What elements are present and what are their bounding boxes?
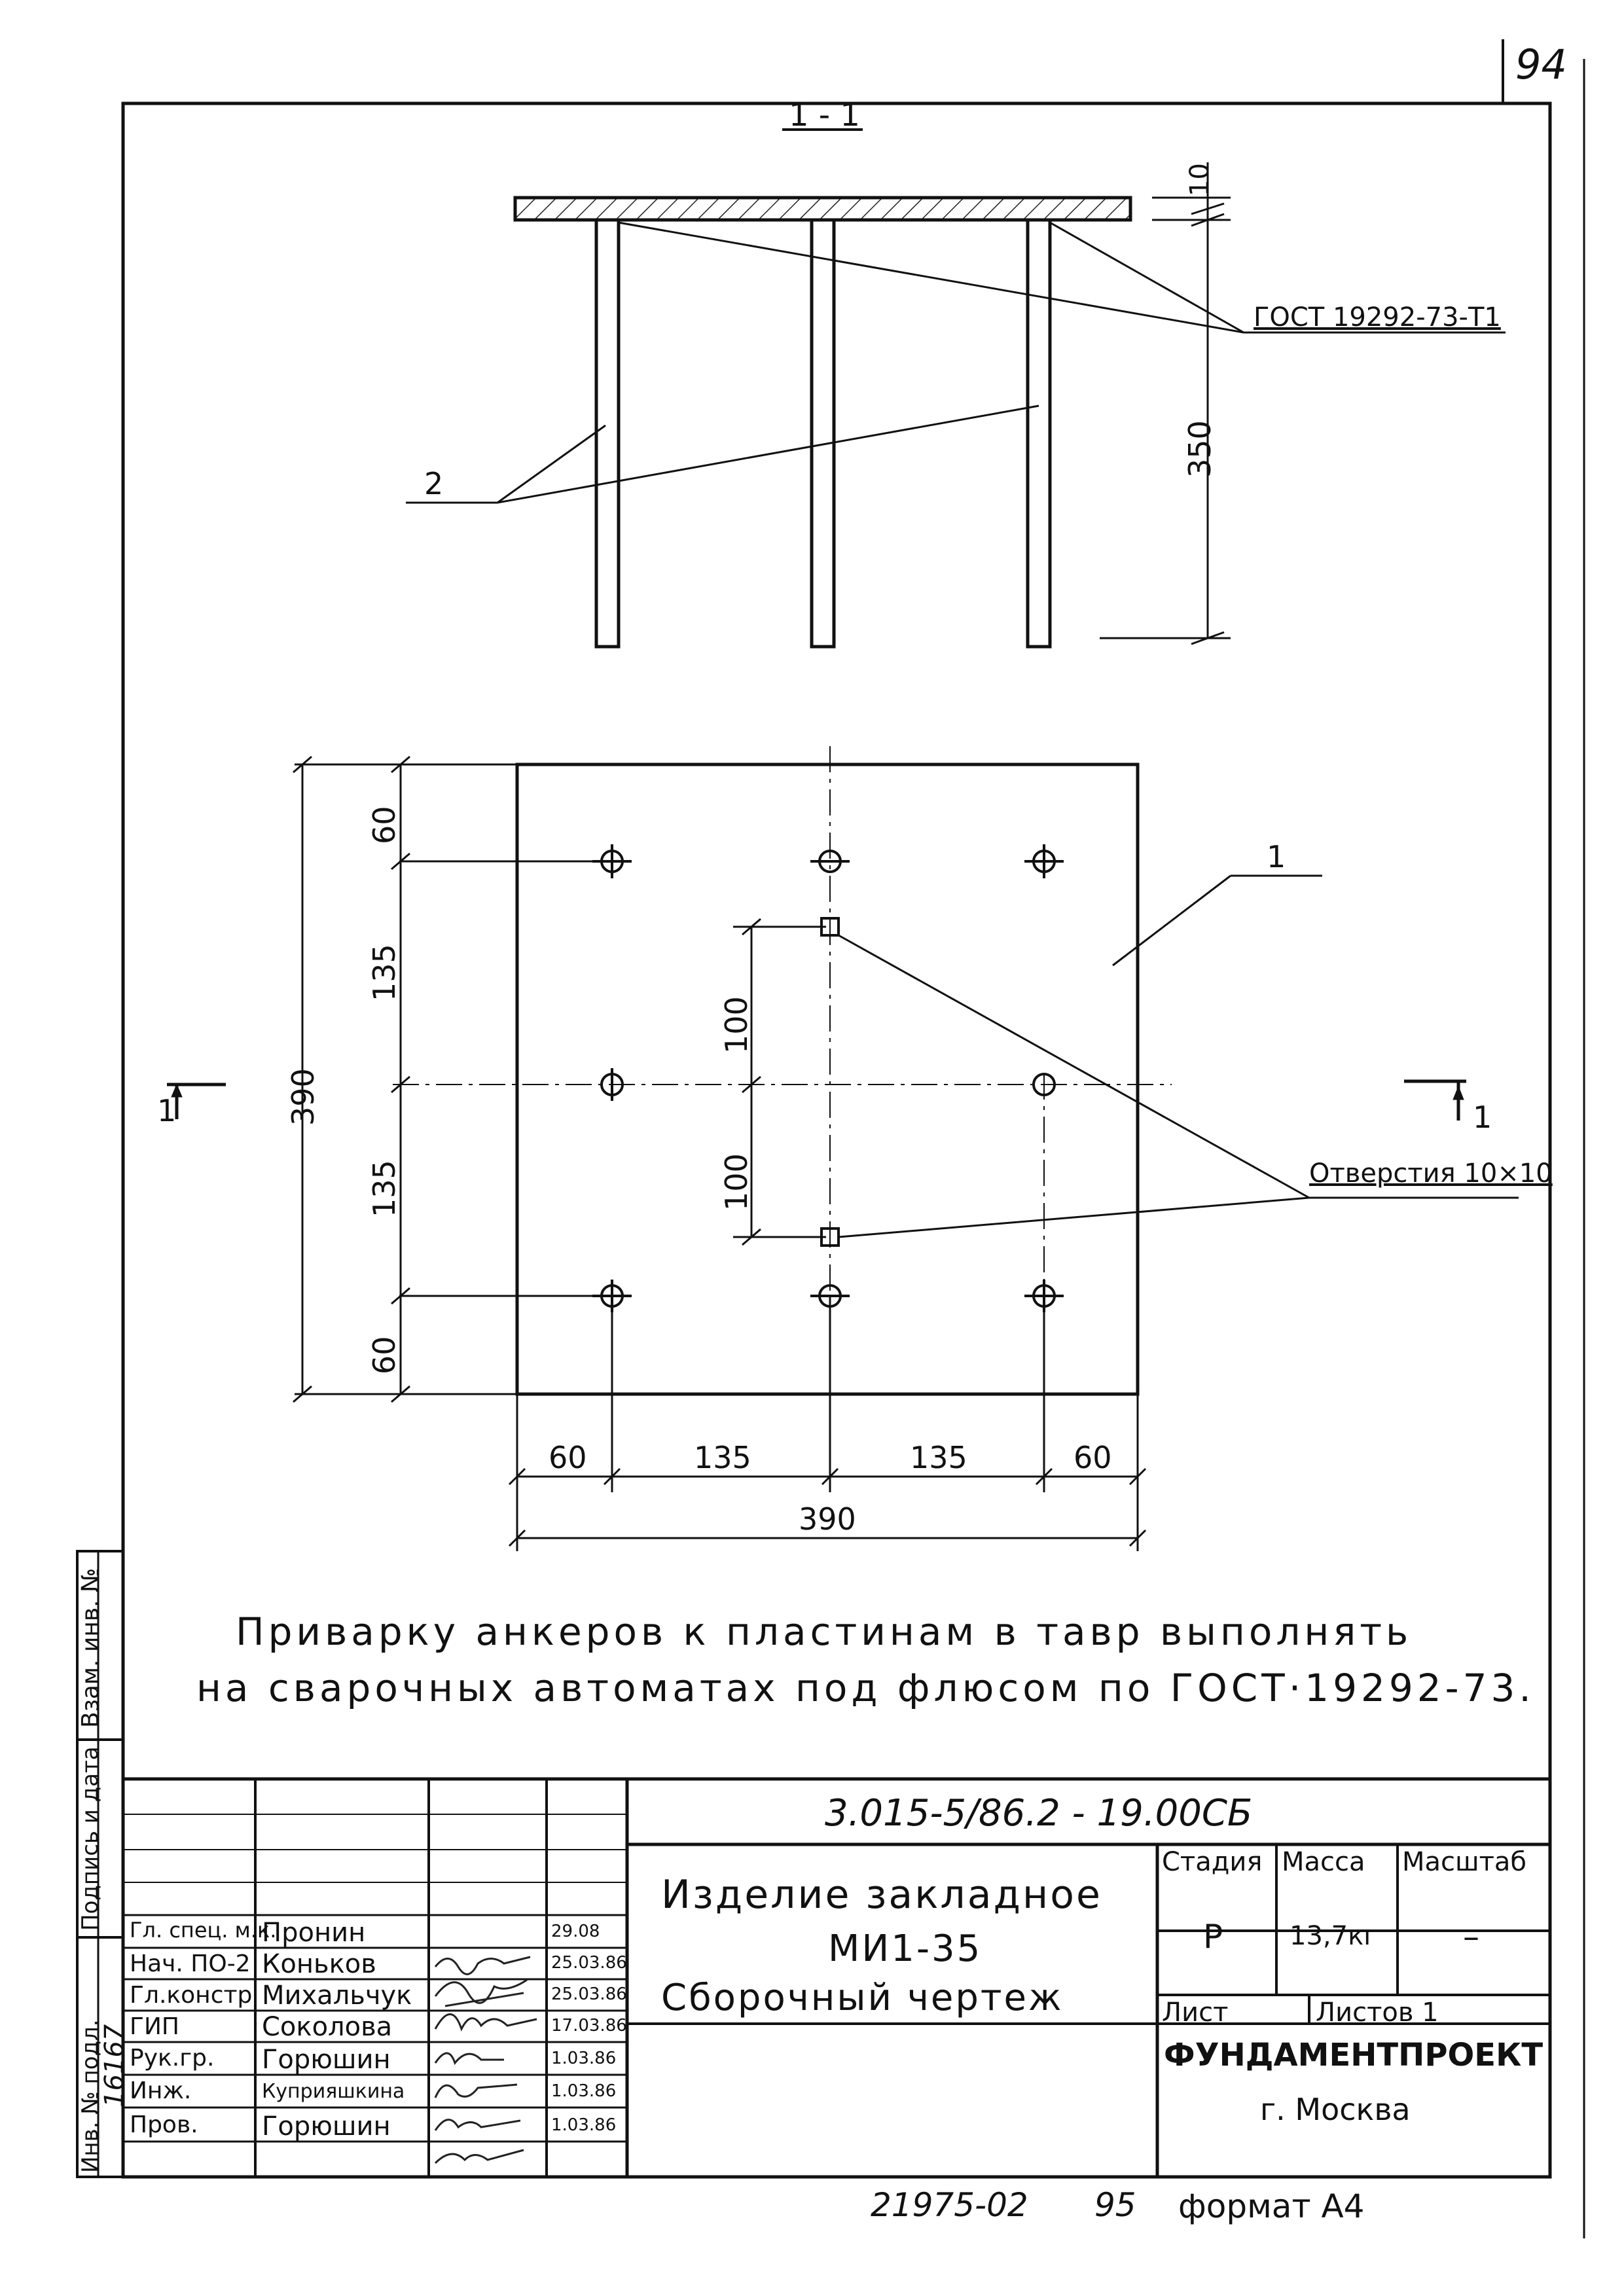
format-label: формат А4 (1178, 2187, 1365, 2225)
plate-position-label: 1 (1267, 839, 1286, 874)
scale-header: Масштаб (1402, 1847, 1527, 1877)
dim-plate-thickness: 10 (1185, 163, 1215, 196)
name-goryushin: Горюшин (262, 2045, 391, 2075)
plate-section (515, 198, 1130, 220)
role-gip: ГИП (130, 2013, 179, 2040)
weld-callout: ГОСТ 19292-73-Т1 (1254, 302, 1501, 332)
drawing-type: Сборочный чертеж (661, 1977, 1064, 2019)
stage-value: Р (1203, 1918, 1223, 1956)
cut-mark-right-label: 1 (1473, 1100, 1492, 1135)
holes-callout: Отверстия 10×10 (1309, 1158, 1553, 1189)
dim-anchor-length: 350 (1182, 420, 1218, 478)
section-dimensions (1100, 162, 1231, 644)
product-title: Изделие закладное (661, 1872, 1102, 1918)
stamp-podpis-data: Подпись и дата (77, 1746, 103, 1931)
weld-leaders (406, 223, 1506, 503)
scale-value: – (1463, 1918, 1479, 1956)
page-number: 94 (1515, 41, 1567, 88)
date-sokolova: 17.03.86 (551, 2016, 627, 2036)
stamp-inv-number: 16167 (99, 2024, 130, 2108)
order-number: 21975-02 (871, 2186, 1028, 2224)
role-gl-konstr: Гл.констр (130, 1982, 253, 2009)
dim-overall-horizontal: 390 (799, 1501, 856, 1537)
mass-header: Масса (1282, 1847, 1365, 1877)
dim-holes-top: 100 (719, 996, 754, 1054)
dim-horizontal-135-left: 135 (694, 1440, 751, 1475)
role-prov: Пров. (130, 2111, 198, 2138)
dim-vertical-60-top: 60 (367, 806, 402, 844)
cut-mark-left-label: 1 (157, 1093, 177, 1128)
anchor-position-label: 2 (424, 466, 444, 501)
stamp-inv-podl: Инв. № подл. (77, 2019, 103, 2173)
dim-vertical-60-bottom: 60 (367, 1336, 402, 1374)
stamp-vzam-inv: Взам. инв. № (77, 1568, 104, 1728)
handwritten-signatures (435, 1957, 537, 2163)
name-goryushin-prov: Горюшин (262, 2111, 391, 2142)
sheets-label: Листов 1 (1316, 1998, 1439, 2028)
dim-holes-bottom: 100 (719, 1153, 754, 1211)
footer-page: 95 (1094, 2186, 1136, 2224)
anchor-bar-left (596, 220, 619, 647)
date-goryushin: 1.03.86 (551, 2049, 617, 2068)
dim-horizontal-60-right: 60 (1074, 1440, 1112, 1475)
section-cut-marks (167, 1081, 1466, 1121)
product-mark: МИ1-35 (828, 1928, 983, 1970)
role-inzh: Инж. (130, 2077, 192, 2104)
date-mikhalchuk: 25.03.86 (551, 1984, 627, 2004)
dim-vertical-135-top: 135 (367, 944, 402, 1001)
role-gl-spec: Гл. спец. м.к. (130, 1918, 277, 1943)
organization: ФУНДАМЕНТПРОЕКТ (1164, 2037, 1543, 2073)
date-kupriyashkina: 1.03.86 (551, 2081, 617, 2101)
role-ruk-gr: Рук.гр. (130, 2045, 215, 2072)
stage-header: Стадия (1162, 1847, 1263, 1877)
dim-horizontal-60-left: 60 (549, 1440, 587, 1475)
role-nach-po2: Нач. ПО-2 (130, 1950, 251, 1977)
anchor-bar-right (1028, 220, 1050, 647)
anchor-holes (592, 844, 1064, 1312)
date-goryushin-prov: 1.03.86 (551, 2115, 617, 2135)
section-view (406, 130, 1506, 647)
mass-value: 13,7кг (1290, 1921, 1378, 1951)
dim-horizontal-135-right: 135 (910, 1440, 967, 1475)
extension-lines (295, 764, 1138, 1551)
date-konkov: 25.03.86 (551, 1953, 627, 1973)
name-sokolova: Соколова (262, 2012, 393, 2042)
section-label: 1 - 1 (789, 97, 860, 134)
anchor-bar-middle (812, 220, 834, 647)
name-kupriyashkina: Куприяшкина (262, 2080, 405, 2103)
name-mikhalchuk: Михальчук (262, 1981, 412, 2011)
dim-overall-vertical: 390 (285, 1068, 321, 1126)
name-konkov: Коньков (262, 1949, 376, 1979)
plan-dimension-lines (293, 757, 1146, 1546)
welding-note-line1: Приварку анкеров к пластинам в тавр выполнять (236, 1609, 1413, 1654)
name-pronin: Пронин (262, 1918, 366, 1948)
welding-note-line2: на сварочных автоматах под флюсом по ГОСТ·19292-73. (196, 1666, 1535, 1710)
city: г. Москва (1260, 2092, 1411, 2127)
sheet-label: Лист (1162, 1998, 1229, 2028)
plan-view (167, 746, 1519, 1551)
document-code: 3.015-5/86.2 - 19.00СБ (825, 1792, 1253, 1835)
dim-vertical-135-bottom: 135 (367, 1160, 402, 1217)
date-pronin: 29.08 (551, 1922, 600, 1941)
